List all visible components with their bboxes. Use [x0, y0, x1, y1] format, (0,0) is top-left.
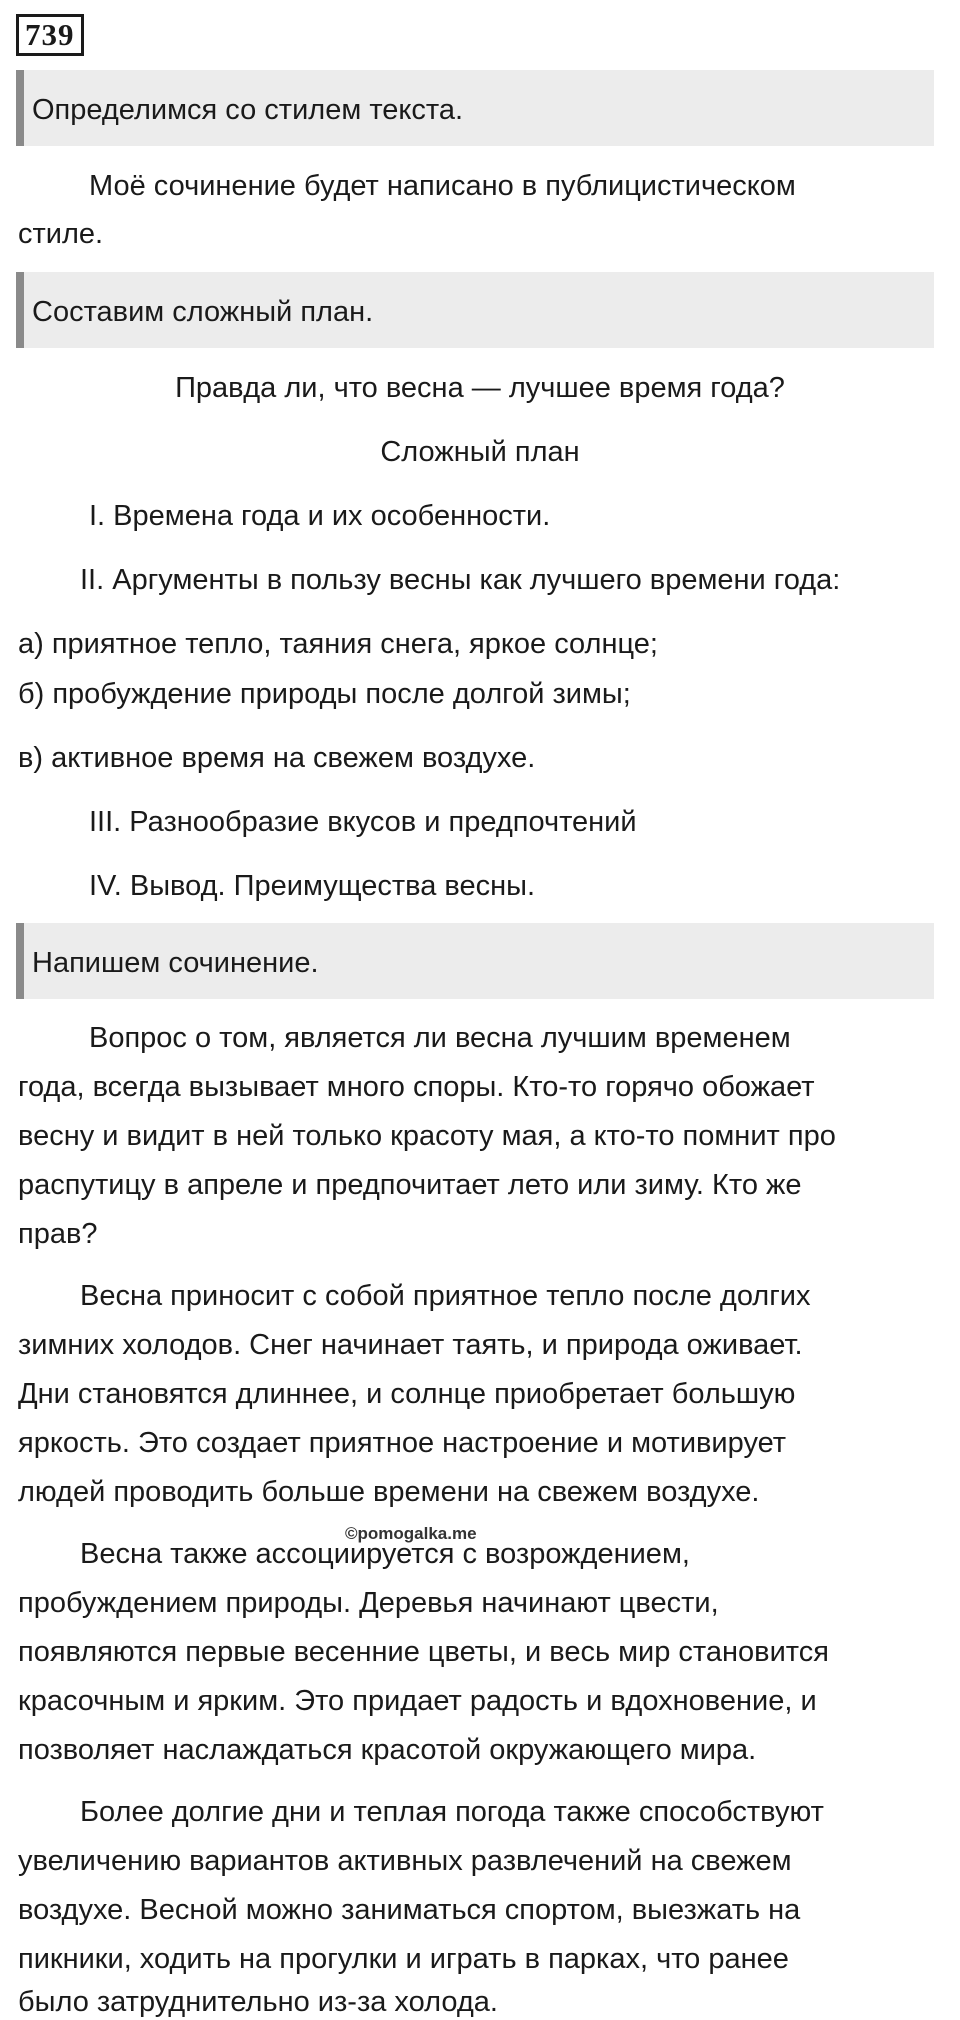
- essay-line: прав?: [18, 1218, 98, 1250]
- essay-line: людей проводить больше времени на свежем воздухе.: [18, 1476, 760, 1508]
- plan-title: Правда ли, что весна — лучшее время года?: [175, 372, 785, 404]
- plan-heading: Составим сложный план.: [32, 296, 374, 328]
- essay-line: появляются первые весенние цветы, и весь мир становится: [18, 1636, 829, 1668]
- watermark: ©pomogalka.me: [345, 1524, 477, 1543]
- essay-line: позволяет наслаждаться красотой окружающего мира.: [18, 1734, 757, 1766]
- task-number-box: 739: [16, 14, 84, 56]
- plan-item: в) активное время на свежем воздухе.: [18, 742, 536, 774]
- essay-line: пробуждением природы. Деревья начинают цвести,: [18, 1587, 719, 1619]
- plan-item: б) пробуждение природы после долгой зимы;: [18, 678, 631, 710]
- style-heading: Определимся со стилем текста.: [32, 94, 464, 126]
- essay-line: Дни становятся длиннее, и солнце приобретает большую: [18, 1378, 796, 1410]
- plan-item: I. Времена года и их особенности.: [89, 500, 551, 532]
- plan-item: II. Аргументы в пользу весны как лучшего времени года:: [80, 564, 841, 596]
- essay-line: Весна также ассоциируется с возрождением,: [80, 1538, 690, 1570]
- essay-line: воздухе. Весной можно заниматься спортом, выезжать на: [18, 1894, 801, 1926]
- style-text-line: стиле.: [18, 218, 104, 250]
- plan-subtitle: Сложный план: [380, 436, 580, 468]
- essay-line: пикники, ходить на прогулки и играть в парках, что ранее: [18, 1943, 789, 1975]
- plan-item: III. Разнообразие вкусов и предпочтений: [89, 806, 637, 838]
- plan-item: а) приятное тепло, таяния снега, яркое солнце;: [18, 628, 658, 660]
- essay-line: яркость. Это создает приятное настроение и мотивирует: [18, 1427, 787, 1459]
- essay-line: весну и видит в ней только красоту мая, а кто-то помнит про: [18, 1120, 836, 1152]
- plan-item: IV. Вывод. Преимущества весны.: [89, 870, 536, 902]
- essay-line: распутицу в апреле и предпочитает лето или зиму. Кто же: [18, 1169, 802, 1201]
- style-text-line: Моё сочинение будет написано в публицистическом: [89, 170, 796, 202]
- essay-line: Более долгие дни и теплая погода также способствуют: [80, 1796, 824, 1828]
- essay-line: зимних холодов. Снег начинает таять, и природа оживает.: [18, 1329, 803, 1361]
- essay-line: Вопрос о том, является ли весна лучшим временем: [89, 1022, 791, 1054]
- essay-line: красочным и ярким. Это придает радость и вдохновение, и: [18, 1685, 817, 1717]
- essay-line: увеличению вариантов активных развлечений на свежем: [18, 1845, 792, 1877]
- essay-line: года, всегда вызывает много споры. Кто-то горячо обожает: [18, 1071, 815, 1103]
- essay-line: Весна приносит с собой приятное тепло после долгих: [80, 1280, 811, 1312]
- essay-heading: Напишем сочинение.: [32, 947, 319, 979]
- essay-line: было затруднительно из-за холода.: [18, 1986, 498, 2018]
